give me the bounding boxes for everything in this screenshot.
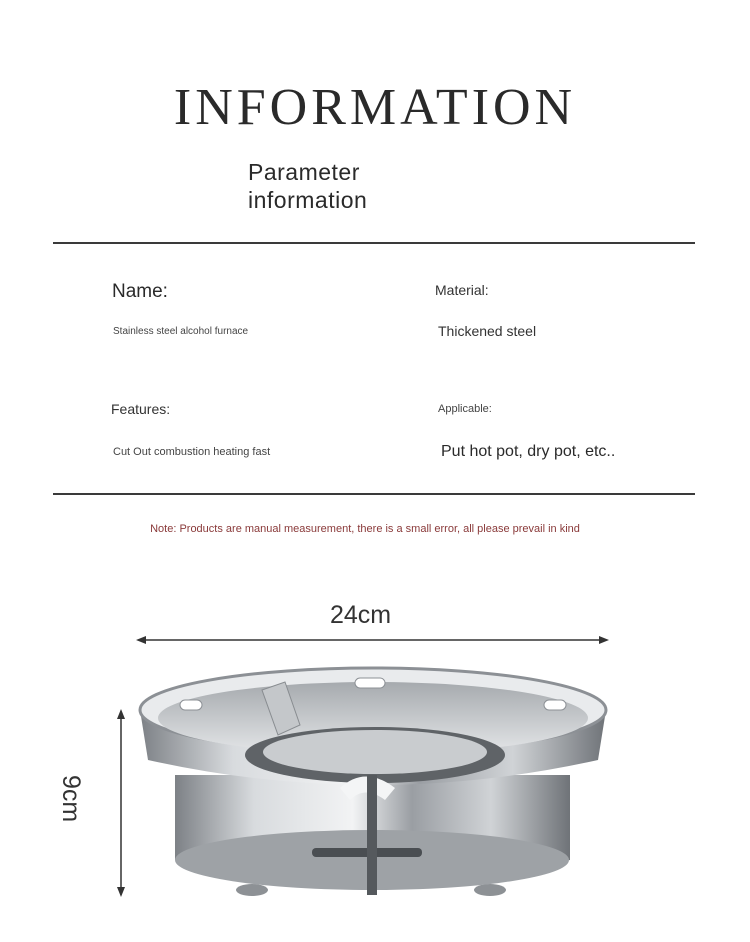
applicable-label: Applicable:: [438, 403, 492, 415]
subtitle-line-1: Parameter: [248, 159, 360, 185]
height-dimension-arrow: [117, 709, 125, 897]
subtitle-line-2: information: [248, 187, 368, 213]
features-value: Cut Out combustion heating fast: [113, 446, 271, 458]
features-label: Features:: [111, 401, 171, 417]
name-label: Name:: [112, 281, 168, 302]
width-dimension-arrow: [136, 636, 609, 644]
measurement-note: Note: Products are manual measurement, there is a small error, all please prevail in kind: [150, 523, 580, 535]
material-label: Material:: [435, 282, 489, 298]
stove-body: [140, 668, 606, 896]
name-value: Stainless steel alcohol furnace: [113, 326, 249, 337]
applicable-value: Put hot pot, dry pot, etc..: [441, 443, 616, 460]
bottom-divider: [53, 493, 695, 495]
page-title: INFORMATION: [173, 79, 577, 136]
material-value: Thickened steel: [438, 323, 537, 339]
top-divider: [53, 242, 695, 244]
width-dimension-label: 24cm: [330, 601, 392, 629]
section-subtitle: [248, 158, 367, 214]
height-dimension-label: 9cm: [57, 775, 85, 823]
product-illustration: [0, 560, 750, 942]
